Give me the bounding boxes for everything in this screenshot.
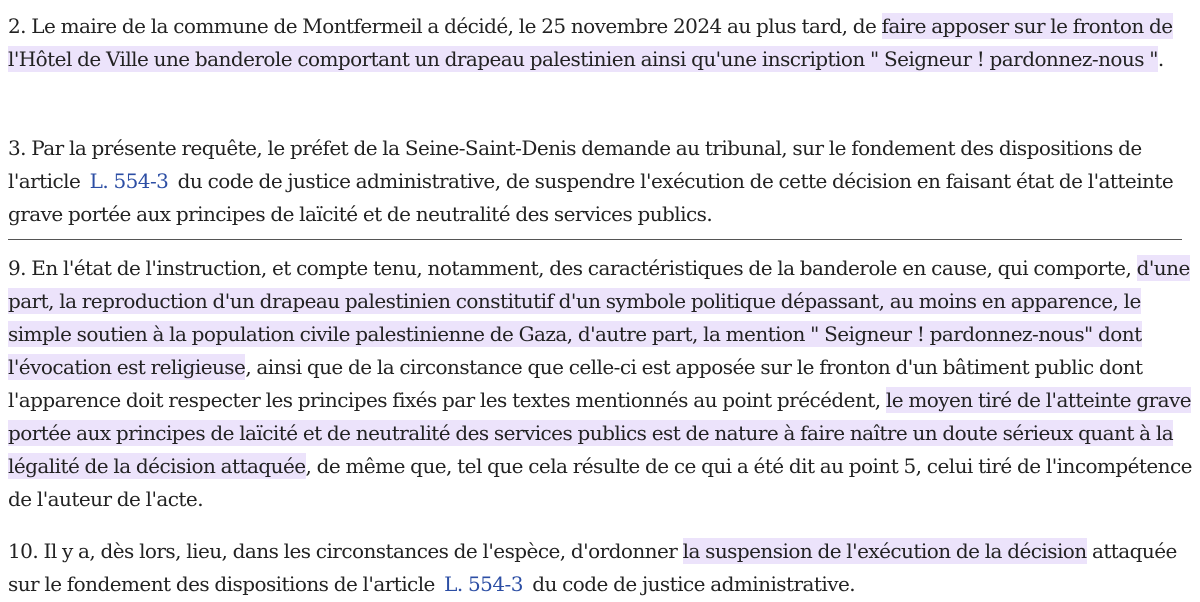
paragraph-2 [8,10,1192,76]
p9-highlighted-text-2: le moyen tiré de l'atteinte grave portée aux principes de laïcité et de neutralité des services publics est de nature à faire naître un doute sérieux quant à la légalité de la décision attaquée [8,388,1192,478]
p3-lead-text: 3. Par la présente requête, le préfet de la Seine-Saint-Denis demande au tribunal, sur le fondement des dispositions de l'article [8,136,1142,193]
article-link-l554-3[interactable]: L. 554-3 [444,572,523,596]
paragraph-3 [8,132,1192,231]
p2-tail-text: . [1157,47,1164,71]
article-link-l554-3[interactable]: L. 554-3 [89,169,169,193]
p10-middle-text: attaquée sur le fondement des dispositions de l'article [8,539,1177,596]
p2-highlighted-text: faire apposer sur le fronton de l'Hôtel de Ville une banderole comportant un drapeau palestinien ainsi qu'une inscription " Seigneur ! pardonnez-nous " [8,14,1173,71]
p10-lead-text: 10. Il y a, dès lors, lieu, dans les circonstances de l'espèce, d'ordonner [8,539,683,563]
p9-middle-text: , ainsi que de la circonstance que celle-ci est apposée sur le fronton d'un bâtiment public dont l'apparence doit respecter les principes fixés par les textes mentionnés au point précédent, [8,355,1143,412]
p10-highlighted-text: la suspension de l'exécution de la décision [682,539,1087,563]
p10-tail-text: du code de justice administrative. [526,572,856,596]
paragraph-10 [8,535,1192,601]
paragraph-9 [8,252,1192,516]
p2-lead-text: 2. Le maire de la commune de Montfermeil a décidé, le 25 novembre 2024 au plus tard, de [8,14,882,38]
p9-lead-text: 9. En l'état de l'instruction, et compte tenu, notamment, des caractéristiques de la banderole en cause, qui comporte, [8,256,1137,280]
p9-highlighted-text-1: d'une part, la reproduction d'un drapeau palestinien constitutif d'un symbole politique dépassant, au moins en apparence, le simple soutien à la population civile palestinienne de Gaza, d'autre part, la mention " Seigneur ! pardonnez-nous" dont l'évocation est religieuse [8,256,1190,379]
section-divider [8,239,1182,240]
p9-tail-text: , de même que, tel que cela résulte de ce qui a été dit au point 5, celui tiré de l'incompétence de l'auteur de l'acte. [8,454,1192,511]
p3-tail-text: du code de justice administrative, de suspendre l'exécution de cette décision en faisant état de l'atteinte grave portée aux principes de laïcité et de neutralité des services publics. [8,169,1174,226]
